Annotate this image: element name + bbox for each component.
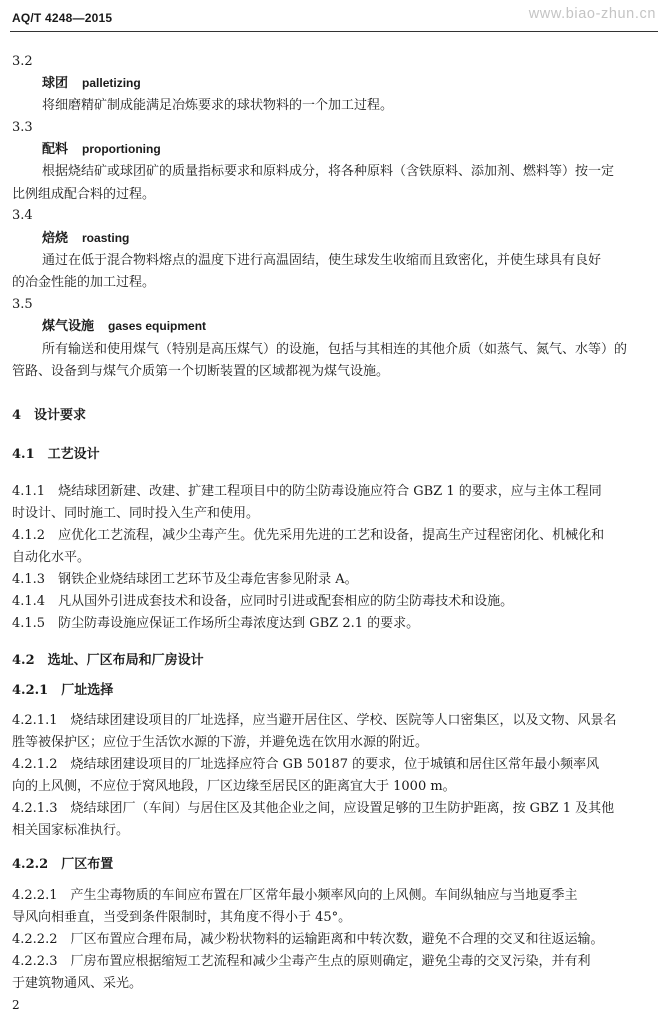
- definition-text: 管路、设备到与煤气介质第一个切断装置的区域都视为煤气设施。: [12, 364, 390, 379]
- term-heading: [42, 230, 129, 247]
- clause-text: 4.1.3 钢铁企业烧结球团工艺环节及尘毒危害参见附录 A。: [12, 572, 358, 587]
- clause-text: 向的上风侧，不应位于窝风地段，厂区边缘至居民区的距离宜大于 1000 m。: [12, 779, 456, 794]
- clause-text: 4.2.1.3 烧结球团厂（车间）与居住区及其他企业之间，应设置足够的卫生防护距离，按 GBZ 1 及其他: [12, 801, 615, 816]
- subsubsection-heading: 4.2.2 厂区布置: [12, 857, 114, 872]
- section-heading: 4 设计要求: [12, 408, 87, 423]
- clause-text: 4.2.1.2 烧结球团建设项目的厂址选择应符合 GB 50187 的要求，位于城镇和居住区常年最小频率风: [12, 757, 600, 772]
- term-en: palletizing: [82, 76, 141, 90]
- term-zh: 配料: [42, 142, 69, 157]
- term-zh: 煤气设施: [42, 319, 95, 334]
- term-zh: 焙烧: [42, 231, 69, 246]
- definition-text: 比例组成配合料的过程。: [12, 187, 156, 202]
- subsection-heading: 4.2 选址、厂区布局和厂房设计: [12, 653, 204, 668]
- clause-text: 导风向相垂直，当受到条件限制时，其角度不得小于 45°。: [12, 910, 352, 925]
- definition-text: 所有输送和使用煤气（特别是高压煤气）的设施，包括与其相连的其他介质（如蒸气、氮气、水等）的: [42, 342, 628, 357]
- subsubsection-heading: 4.2.1 厂址选择: [12, 683, 114, 698]
- clause-text: 4.2.2.2 厂区布置应合理布局，减少粉状物料的运输距离和中转次数，避免不合理的交叉和往返运输。: [12, 932, 604, 947]
- clause-number: 3.5: [12, 297, 33, 312]
- clause-text: 自动化水平。: [12, 550, 91, 565]
- clause-text: 4.1.4 凡从国外引进成套技术和设备，应同时引进或配套相应的防尘防毒技术和设施。: [12, 594, 514, 609]
- clause-text: 4.1.2 应优化工艺流程，减少尘毒产生。优先采用先进的工艺和设备，提高生产过程密闭化、机械化和: [12, 528, 605, 543]
- clause-text: 胜等被保护区；应位于生活饮水源的下游，并避免选在饮用水源的附近。: [12, 735, 429, 750]
- definition-text: 的冶金性能的加工过程。: [12, 275, 156, 290]
- clause-text: 4.2.2.1 产生尘毒物质的车间应布置在厂区常年最小频率风向的上风侧。车间纵轴应与当地夏季主: [12, 888, 578, 903]
- term-heading: [42, 75, 141, 92]
- clause-text: 4.2.1.1 烧结球团建设项目的厂址选择，应当避开居住区、学校、医院等人口密集区，以及文物、风景名: [12, 713, 617, 728]
- term-zh: 球团: [42, 76, 69, 91]
- term-en: roasting: [82, 231, 130, 245]
- clause-text: 于建筑物通风、采光。: [12, 976, 143, 991]
- page-number: 2: [12, 998, 20, 1012]
- header-rule: [10, 31, 658, 32]
- term-heading: [42, 141, 161, 158]
- clause-text: 时设计、同时施工、同时投入生产和使用。: [12, 506, 260, 521]
- definition-text: 将细磨精矿制成能满足冶炼要求的球状物料的一个加工过程。: [42, 98, 394, 113]
- clause-number: 3.2: [12, 54, 33, 69]
- clause-text: 相关国家标准执行。: [12, 823, 130, 838]
- term-en: gases equipment: [108, 319, 207, 333]
- standard-code: AQ/T 4248—2015: [12, 11, 113, 25]
- clause-text: 4.2.2.3 厂房布置应根据缩短工艺流程和减少尘毒产生点的原则确定，避免尘毒的交叉污染，并有利: [12, 954, 591, 969]
- definition-text: 根据烧结矿或球团矿的质量指标要求和原料成分，将各种原料（含铁原料、添加剂、燃料等）按一定: [42, 164, 615, 179]
- term-en: proportioning: [82, 142, 161, 156]
- definition-text: 通过在低于混合物料熔点的温度下进行高温固结，使生球发生收缩而且致密化，并使生球具有良好: [42, 253, 602, 268]
- subsection-heading: 4.1 工艺设计: [12, 447, 100, 462]
- clause-number: 3.3: [12, 120, 33, 135]
- clause-number: 3.4: [12, 208, 33, 223]
- term-heading: [42, 318, 206, 335]
- watermark: www.biao-zhun.cn: [528, 6, 656, 22]
- clause-text: 4.1.1 烧结球团新建、改建、扩建工程项目中的防尘防毒设施应符合 GBZ 1 的要求，应与主体工程同: [12, 484, 602, 499]
- clause-text: 4.1.5 防尘防毒设施应保证工作场所尘毒浓度达到 GBZ 2.1 的要求。: [12, 616, 420, 631]
